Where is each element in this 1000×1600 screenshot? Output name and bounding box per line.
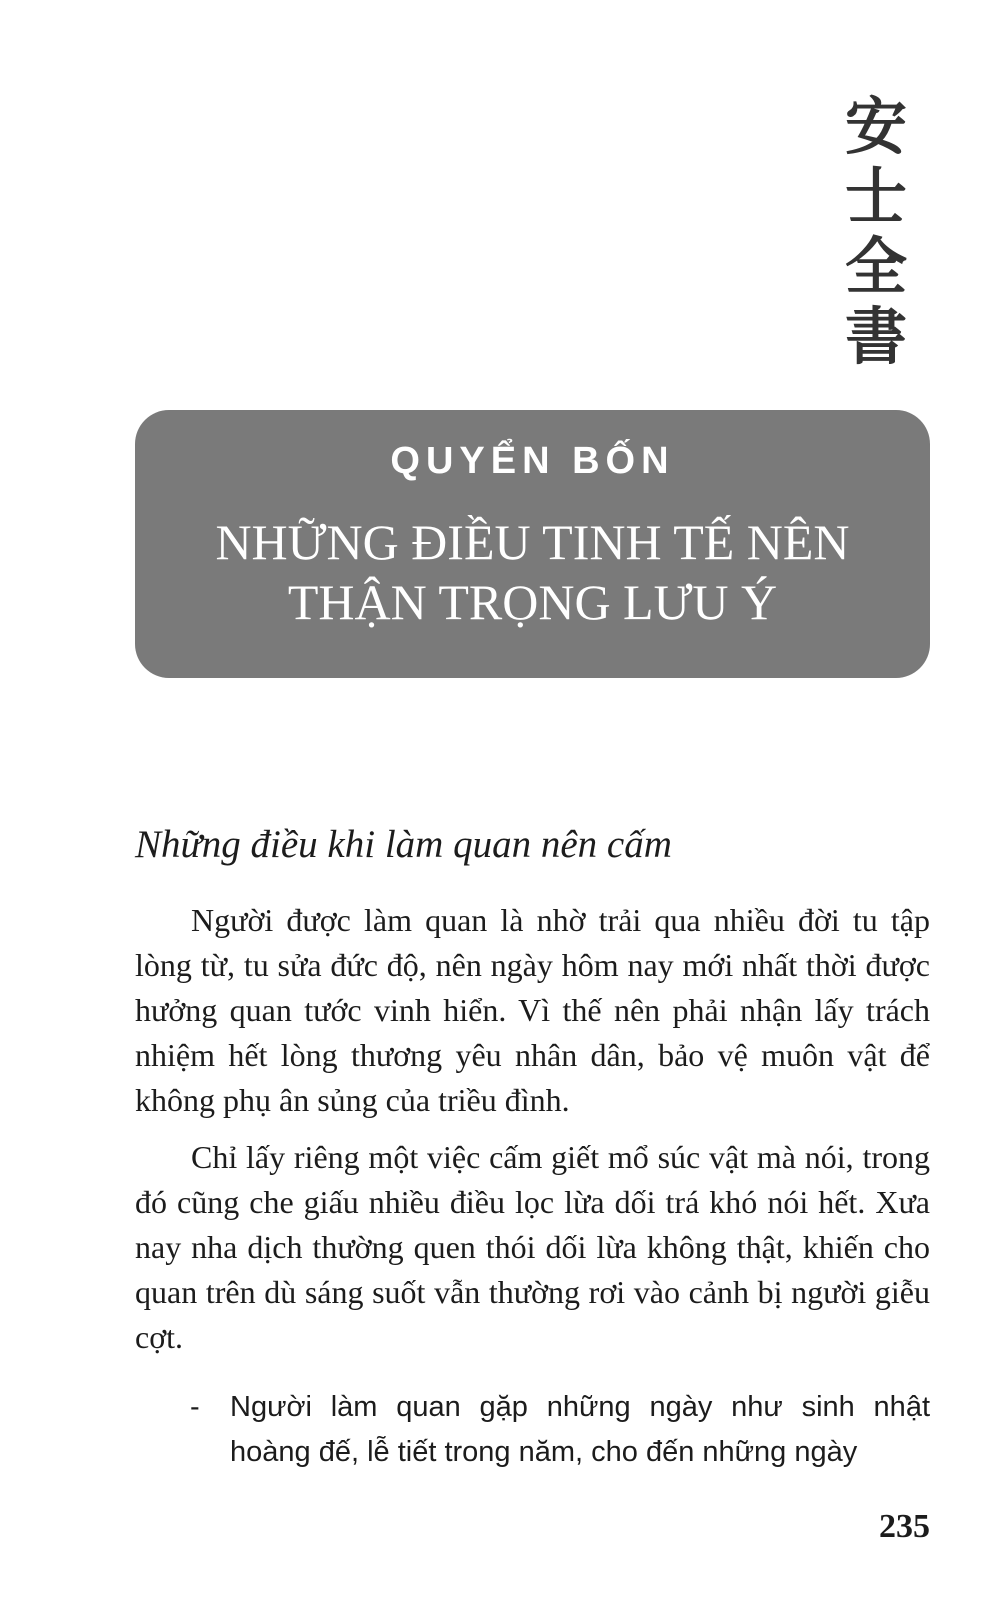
chapter-label: QUYỂN BỐN bbox=[390, 440, 675, 482]
book-title-char: 全 bbox=[844, 230, 907, 303]
body-text bbox=[135, 898, 930, 1372]
paragraph-2: Chỉ lấy riêng một việc cấm giết mổ súc vật mà nói, trong đó cũng che giấu nhiều điều lọc lừa dối trá khó nói hết. Xưa nay nha dịch thường quen thói dối lừa không thật, khiến cho quan trên dù sáng suốt vẫn thường rơi vào cảnh bị người giễu cợt. bbox=[135, 1139, 930, 1355]
chapter-title-line-1: NHỮNG ĐIỀU TINH TẾ NÊN bbox=[215, 514, 850, 570]
paragraph-1: Người được làm quan là nhờ trải qua nhiều đời tu tập lòng từ, tu sửa đức độ, nên ngày hôm nay mới nhất thời được hưởng quan tước vinh hiển. Vì thế nên phải nhận lấy trách nhiệm hết lòng thương yêu nhân dân, bảo vệ muôn vật để không phụ ân sủng của triều đình. bbox=[135, 902, 930, 1118]
bullet-item bbox=[190, 1385, 930, 1475]
chapter-header-box bbox=[135, 410, 930, 678]
page-number: 235 bbox=[879, 1508, 930, 1545]
book-title-char: 書 bbox=[844, 300, 907, 373]
vertical-book-title bbox=[836, 92, 916, 372]
section-heading: Những điều khi làm quan nên cấm bbox=[135, 823, 672, 866]
chapter-title bbox=[135, 512, 930, 632]
chapter-title-line-2: THẬN TRỌNG LƯU Ý bbox=[287, 574, 778, 630]
bullet-text: Người làm quan gặp những ngày như sinh nhật hoàng đế, lễ tiết trong năm, cho đến những ngày bbox=[230, 1391, 930, 1468]
book-title-char: 安 bbox=[844, 90, 907, 163]
book-title-char: 士 bbox=[844, 160, 907, 233]
bullet-dash: - bbox=[190, 1391, 200, 1423]
